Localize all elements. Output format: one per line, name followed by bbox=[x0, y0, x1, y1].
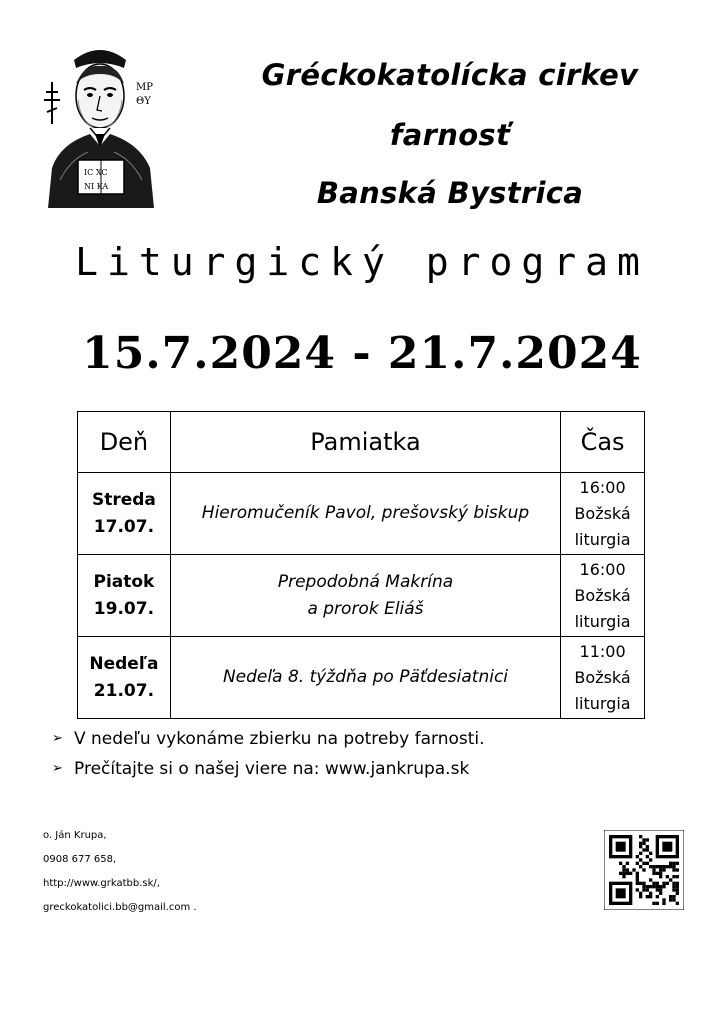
header-title-line1: Gréckokatolícka cirkev bbox=[261, 58, 639, 92]
row-day-date: 17.07. bbox=[93, 516, 155, 537]
row-day-name: Piatok bbox=[93, 571, 155, 592]
table-row bbox=[78, 637, 645, 719]
row-time: 11:00 bbox=[579, 641, 626, 661]
row-event-cell bbox=[170, 555, 560, 637]
row-day-date: 21.07. bbox=[93, 680, 155, 701]
header-time: Čas bbox=[561, 412, 645, 473]
contact-block bbox=[43, 824, 197, 920]
qr-code-icon bbox=[604, 830, 684, 910]
row-service1: Božská bbox=[574, 585, 631, 605]
contact-web: http://www.grkatbb.sk/, bbox=[43, 878, 160, 889]
arrow-bullet-icon: ➢ bbox=[52, 731, 63, 746]
row-event-line1: Nedeľa 8. týždňa po Päťdesiatnici bbox=[222, 667, 509, 687]
row-day-cell bbox=[78, 473, 171, 555]
row-event-line2: a prorok Eliáš bbox=[307, 598, 424, 619]
program-title: Liturgický program bbox=[75, 240, 649, 284]
row-service2: liturgia bbox=[574, 611, 631, 631]
row-time: 16:00 bbox=[579, 477, 626, 497]
row-time: 16:00 bbox=[579, 559, 626, 579]
row-day-cell bbox=[78, 555, 171, 637]
table-row bbox=[78, 555, 645, 637]
contact-email: greckokatolici.bb@gmail.com . bbox=[43, 902, 197, 913]
header-day: Deň bbox=[78, 412, 171, 473]
icon-label-ov: ΘY bbox=[136, 96, 151, 107]
row-event-cell bbox=[170, 637, 560, 719]
notes-list bbox=[52, 724, 692, 784]
row-service2: liturgia bbox=[574, 529, 631, 549]
row-event-cell bbox=[170, 473, 560, 555]
icon-label-book-top: IC XC bbox=[84, 168, 108, 177]
row-time-cell bbox=[561, 637, 645, 719]
row-service1: Božská bbox=[574, 667, 631, 687]
row-event-line1: Prepodobná Makrína bbox=[277, 571, 454, 592]
note-text: V nedeľu vykonáme zbierku na potreby farnosti. bbox=[74, 729, 485, 749]
row-service2: liturgia bbox=[574, 693, 631, 713]
row-day-cell bbox=[78, 637, 171, 719]
contact-name: o. Ján Krupa, bbox=[43, 830, 107, 841]
header-title-line3: Banská Bystrica bbox=[316, 176, 584, 210]
date-range: 15.7.2024 - 21.7.2024 bbox=[82, 328, 642, 379]
table-header-row bbox=[78, 412, 645, 473]
row-day-name: Nedeľa bbox=[89, 653, 159, 674]
row-day-date: 19.07. bbox=[93, 598, 155, 619]
schedule-table bbox=[77, 411, 645, 719]
row-day-name: Streda bbox=[91, 489, 156, 510]
row-event-line1: Hieromučeník Pavol, prešovský biskup bbox=[201, 503, 530, 523]
icon-label-book-bottom: NI KA bbox=[84, 182, 109, 191]
header-event: Pamiatka bbox=[170, 412, 560, 473]
table-row bbox=[78, 473, 645, 555]
note-item bbox=[52, 724, 692, 754]
header-title-line2: farnosť bbox=[389, 118, 511, 152]
row-time-cell bbox=[561, 473, 645, 555]
row-time-cell bbox=[561, 555, 645, 637]
contact-phone: 0908 677 658, bbox=[43, 854, 117, 865]
icon-label-mp: MP bbox=[136, 82, 153, 93]
note-item bbox=[52, 754, 692, 784]
arrow-bullet-icon: ➢ bbox=[52, 761, 63, 776]
priest-portrait-icon bbox=[40, 40, 162, 208]
note-text: Prečítajte si o našej viere na: www.jankrupa.sk bbox=[74, 759, 470, 779]
row-service1: Božská bbox=[574, 503, 631, 523]
